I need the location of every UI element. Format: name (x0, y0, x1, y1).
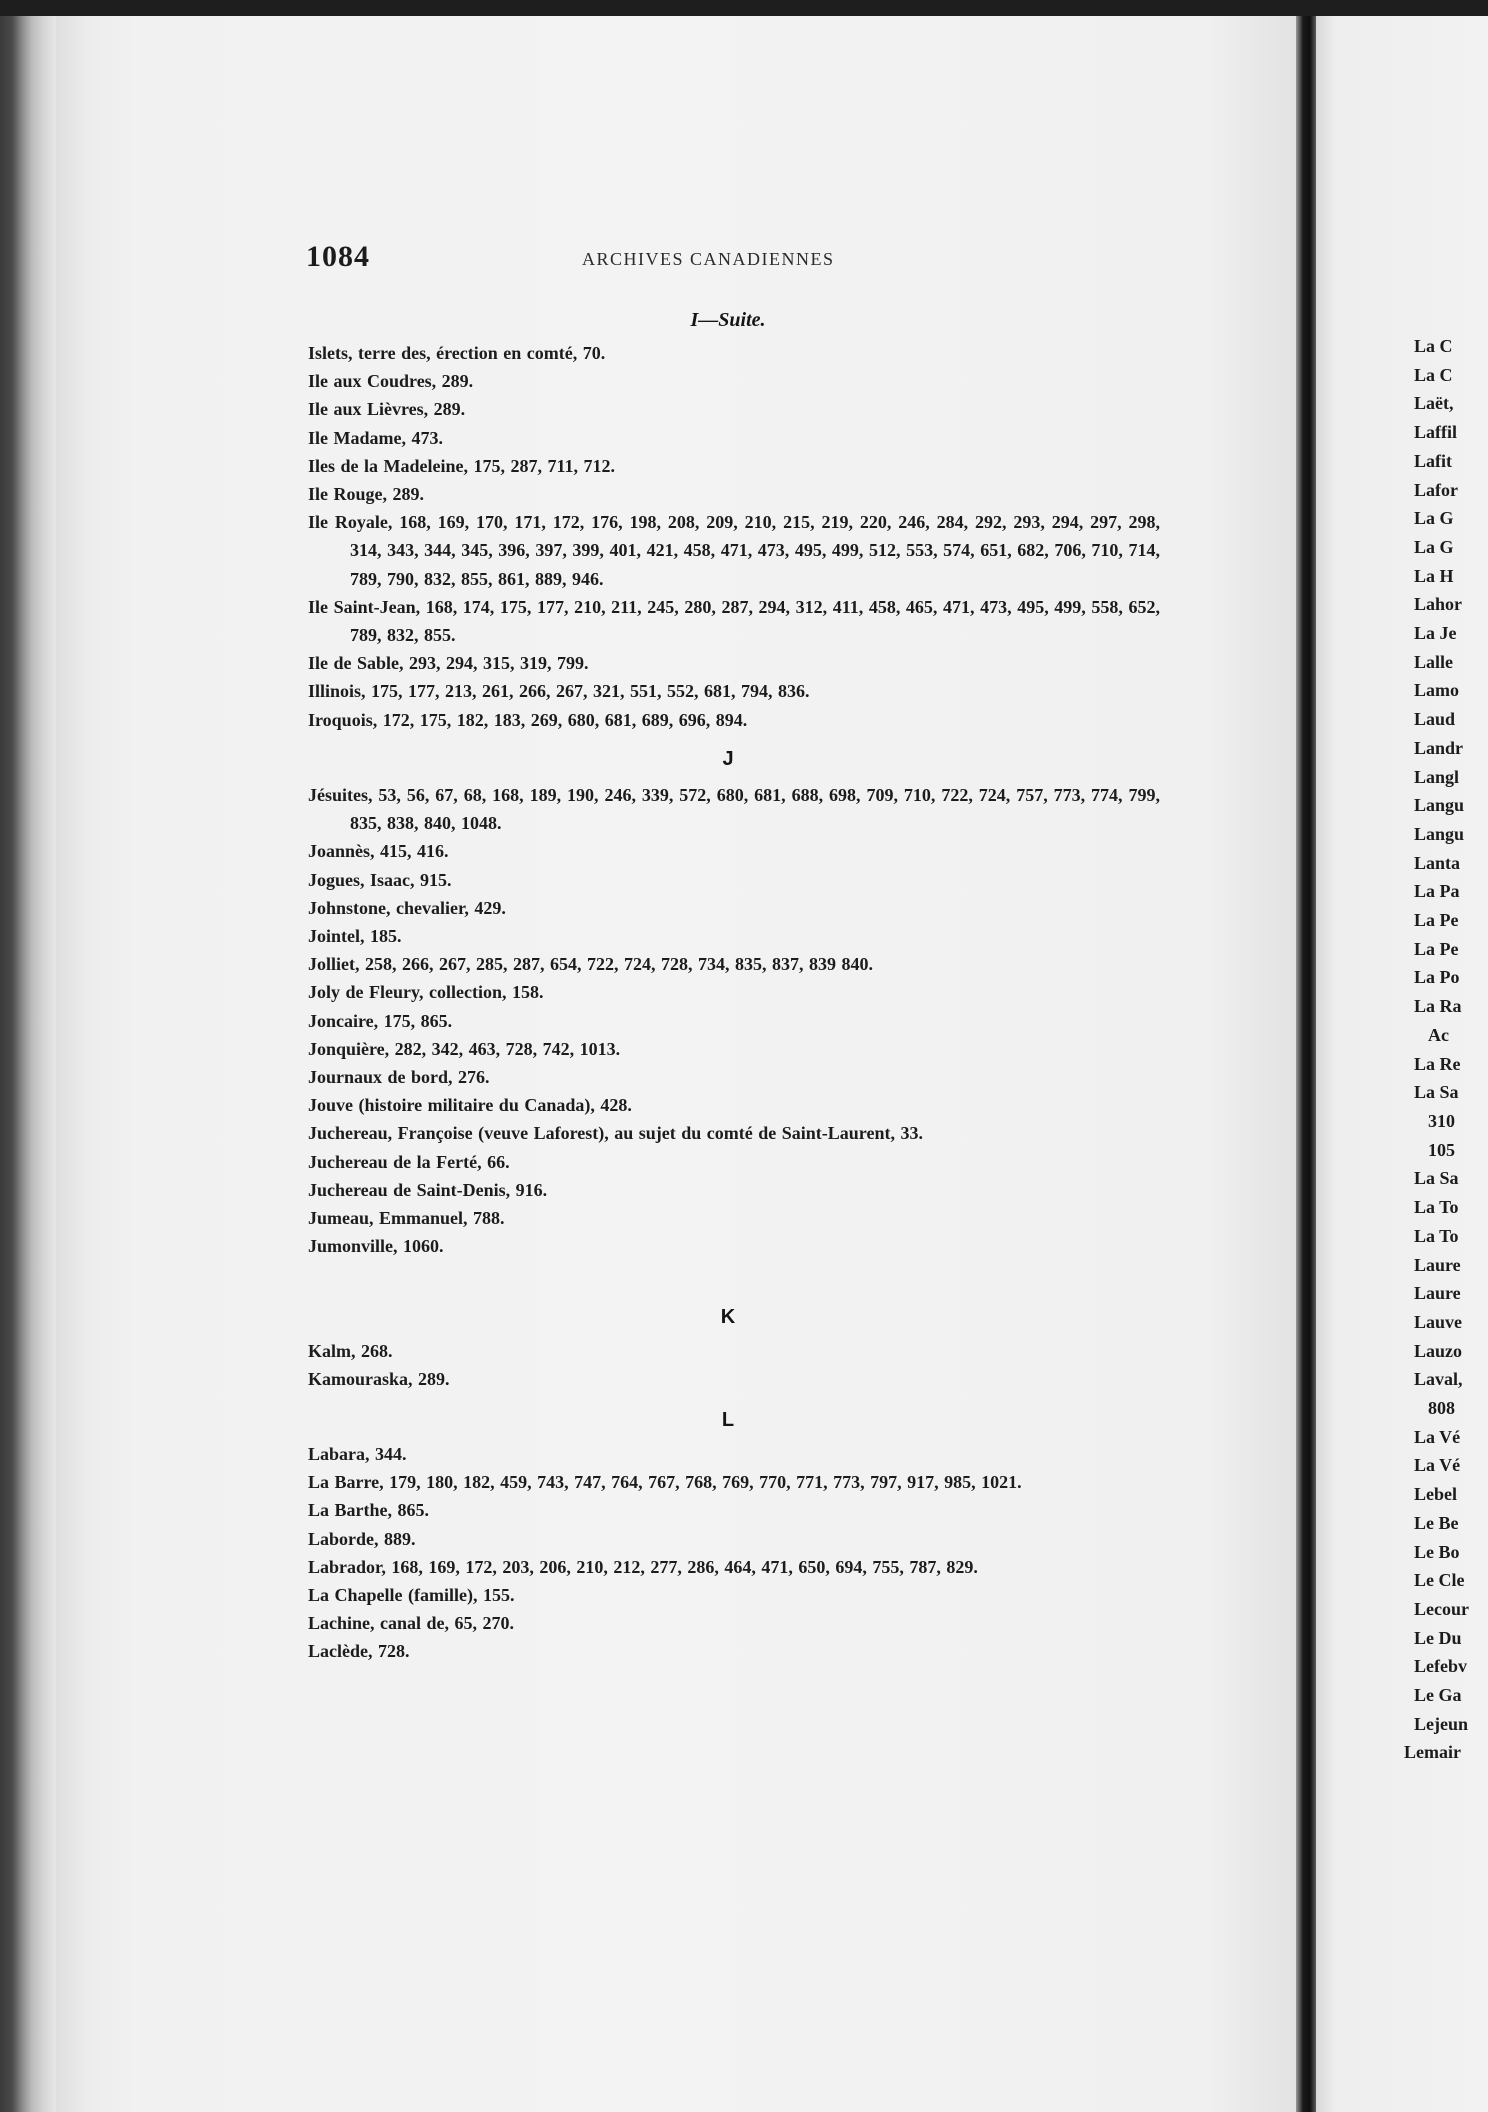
index-entry: Journaux de bord, 276. (308, 1067, 490, 1088)
right-page-fragment: Laud (1414, 709, 1456, 730)
index-entry: Labrador, 168, 169, 172, 203, 206, 210, 212, 277, 286, 464, 471, 650, 694, 755, 787, 829. (308, 1556, 978, 1577)
right-page-fragment: 105 (1428, 1139, 1455, 1160)
right-page-fragment: Lauzo (1414, 1340, 1463, 1361)
right-page-fragment: Lauve (1414, 1311, 1463, 1332)
right-page-fragment: La Vé (1414, 1455, 1461, 1476)
right-page-fragment: Laval, (1414, 1369, 1463, 1390)
index-section-j (308, 781, 1160, 1260)
right-page-fragment: Lebel (1414, 1484, 1457, 1505)
right-page-fragment: Landr (1414, 737, 1464, 758)
section-heading-j: J (722, 748, 734, 770)
right-page-fragment: Le Du (1414, 1627, 1462, 1648)
index-entry: Ile Royale, 168, 169, 170, 171, 172, 176, 198, 208, 209, 210, 215, 219, 220, 246, 284, 292, 293, 294, 297, 298, 314, 343, 344, 345, 396, 397, 399, 401, 421, 458, 471, 473, 495, 499, 512, 553, 574, 651, 682, 706, 710, 714, 789, 790, 832, 855, 861, 889, 946. (308, 512, 1160, 589)
right-page-fragment: Laffil (1414, 422, 1457, 443)
right-page-fragment: Langl (1414, 766, 1460, 787)
right-page-fragment: Le Ga (1414, 1685, 1462, 1706)
index-entry: Ile Madame, 473. (308, 427, 443, 448)
index-entry: Juchereau de Saint-Denis, 916. (308, 1179, 548, 1200)
right-page-fragment: Lahor (1414, 594, 1463, 615)
index-entry: Labara, 344. (308, 1444, 407, 1464)
index-entry: Jumeau, Emmanuel, 788. (308, 1208, 505, 1229)
right-page-fragment: Lalle (1414, 651, 1453, 672)
index-entry: Jouve (histoire militaire du Canada), 428. (308, 1095, 632, 1116)
right-page-fragment: La To (1414, 1197, 1459, 1218)
index-entry: Ile de Sable, 293, 294, 315, 319, 799. (308, 653, 589, 674)
page-number: 1084 (306, 240, 370, 273)
right-page-fragment: Langu (1414, 823, 1465, 844)
right-page-fragment: La G (1414, 536, 1454, 557)
right-page-fragment: Ac (1428, 1024, 1449, 1045)
index-entry: Joly de Fleury, collection, 158. (308, 982, 544, 1003)
index-entry: Ile Saint-Jean, 168, 174, 175, 177, 210, 211, 245, 280, 287, 294, 312, 411, 458, 465, 471, 473, 495, 499, 558, 652, 789, 832, 855. (308, 596, 1160, 646)
right-page-fragment: La Je (1414, 623, 1457, 644)
index-entry: Ile aux Lièvres, 289. (308, 399, 466, 420)
index-entry: Ile Rouge, 289. (308, 484, 424, 505)
right-page-fragment: Le Bo (1414, 1541, 1460, 1562)
right-page-fragment: Lefebv (1414, 1656, 1467, 1677)
right-page-fragment: La Vé (1414, 1426, 1461, 1447)
right-page-fragment: La Pe (1414, 910, 1459, 931)
index-entry: Iroquois, 172, 175, 182, 183, 269, 680, 681, 689, 696, 894. (308, 709, 748, 730)
index-entry: Johnstone, chevalier, 429. (308, 897, 506, 918)
index-entry: Ile aux Coudres, 289. (308, 371, 474, 392)
running-head: ARCHIVES CANADIENNES (582, 249, 835, 269)
right-page-fragment: Laure (1414, 1283, 1461, 1304)
index-entry: Iles de la Madeleine, 175, 287, 711, 712. (308, 455, 615, 476)
right-page-fragment: La Po (1414, 967, 1460, 988)
index-entry: Jolliet, 258, 266, 267, 285, 287, 654, 722, 724, 728, 734, 835, 837, 839 840. (308, 954, 873, 975)
right-page-fragment: Le Be (1414, 1512, 1459, 1533)
index-entry: La Barre, 179, 180, 182, 459, 743, 747, 764, 767, 768, 769, 770, 771, 773, 797, 917, 985, 1021. (308, 1472, 1022, 1493)
index-entry: Illinois, 175, 177, 213, 261, 266, 267, 321, 551, 552, 681, 794, 836. (308, 681, 810, 702)
right-page-fragment: 310 (1428, 1110, 1455, 1131)
right-page-fragment: La Sa (1414, 1082, 1459, 1103)
right-page-fragment: 808 (1428, 1398, 1455, 1419)
index-entry: La Chapelle (famille), 155. (308, 1585, 515, 1606)
right-page-fragment: La G (1414, 508, 1454, 529)
index-entry: Joncaire, 175, 865. (308, 1010, 453, 1031)
index-entry: Jogues, Isaac, 915. (308, 869, 452, 890)
index-section-l (308, 1440, 1160, 1666)
index-entry: Juchereau, Françoise (veuve Laforest), au sujet du comté de Saint-Laurent, 33. (308, 1123, 923, 1144)
right-page-fragment: La H (1414, 565, 1454, 586)
right-page-fragment: Lemair (1404, 1742, 1461, 1763)
index-entry: Juchereau de la Ferté, 66. (308, 1151, 510, 1172)
right-page-fragment: Lanta (1414, 852, 1461, 873)
index-section-i (308, 339, 1160, 734)
right-page-fragment: Lejeun (1414, 1713, 1468, 1734)
right-page-fragment: Lafit (1414, 450, 1452, 471)
index-entry: Kalm, 268. (308, 1341, 393, 1361)
right-page-fragment: La Sa (1414, 1168, 1459, 1189)
right-page-fragment: Langu (1414, 795, 1465, 816)
right-page-fragment: Lafor (1414, 479, 1458, 500)
index-entry: Laclède, 728. (308, 1641, 410, 1662)
right-page-fragment: Lecour (1414, 1598, 1469, 1619)
index-entry: Jumonville, 1060. (308, 1236, 444, 1257)
book-spine-edge (0, 16, 56, 2112)
index-entry: Joannès, 415, 416. (308, 841, 449, 862)
right-page-fragment: La Ra (1414, 996, 1462, 1017)
right-page-fragment: Laët, (1414, 393, 1454, 414)
right-page-fragment: La Pe (1414, 938, 1459, 959)
index-entry: Jonquière, 282, 342, 463, 728, 742, 1013. (308, 1038, 621, 1059)
book-gutter (1296, 16, 1316, 2112)
right-page-fragment: Laure (1414, 1254, 1461, 1275)
index-entry: Islets, terre des, érection en comté, 70. (308, 343, 606, 363)
index-entry: La Barthe, 865. (308, 1500, 429, 1521)
right-page-fragment: La C (1414, 364, 1453, 385)
right-page-fragments (1404, 332, 1469, 1767)
section-heading-k: K (720, 1306, 736, 1328)
index-entry: Jésuites, 53, 56, 67, 68, 168, 189, 190, 246, 339, 572, 680, 681, 688, 698, 709, 710, 722, 724, 757, 773, 774, 799, 835, 838, 840, 1048. (308, 785, 1160, 834)
right-page-fragment: Lamo (1414, 680, 1459, 701)
right-page-fragment: La To (1414, 1225, 1459, 1246)
right-page-fragment: La C (1414, 336, 1453, 356)
index-section-k (308, 1337, 1160, 1393)
right-page-fragment: La Pa (1414, 881, 1460, 902)
right-page-fragment: Le Cle (1414, 1570, 1465, 1591)
index-entry: Kamouraska, 289. (308, 1369, 450, 1390)
section-heading-i: I—Suite. (690, 309, 766, 331)
index-entry: Lachine, canal de, 65, 270. (308, 1613, 515, 1634)
scan-top-border (0, 0, 1488, 16)
right-page-fragment: La Re (1414, 1053, 1461, 1074)
section-heading-l: L (721, 1409, 735, 1431)
index-entry: Jointel, 185. (308, 926, 402, 947)
index-entry: Laborde, 889. (308, 1528, 416, 1549)
